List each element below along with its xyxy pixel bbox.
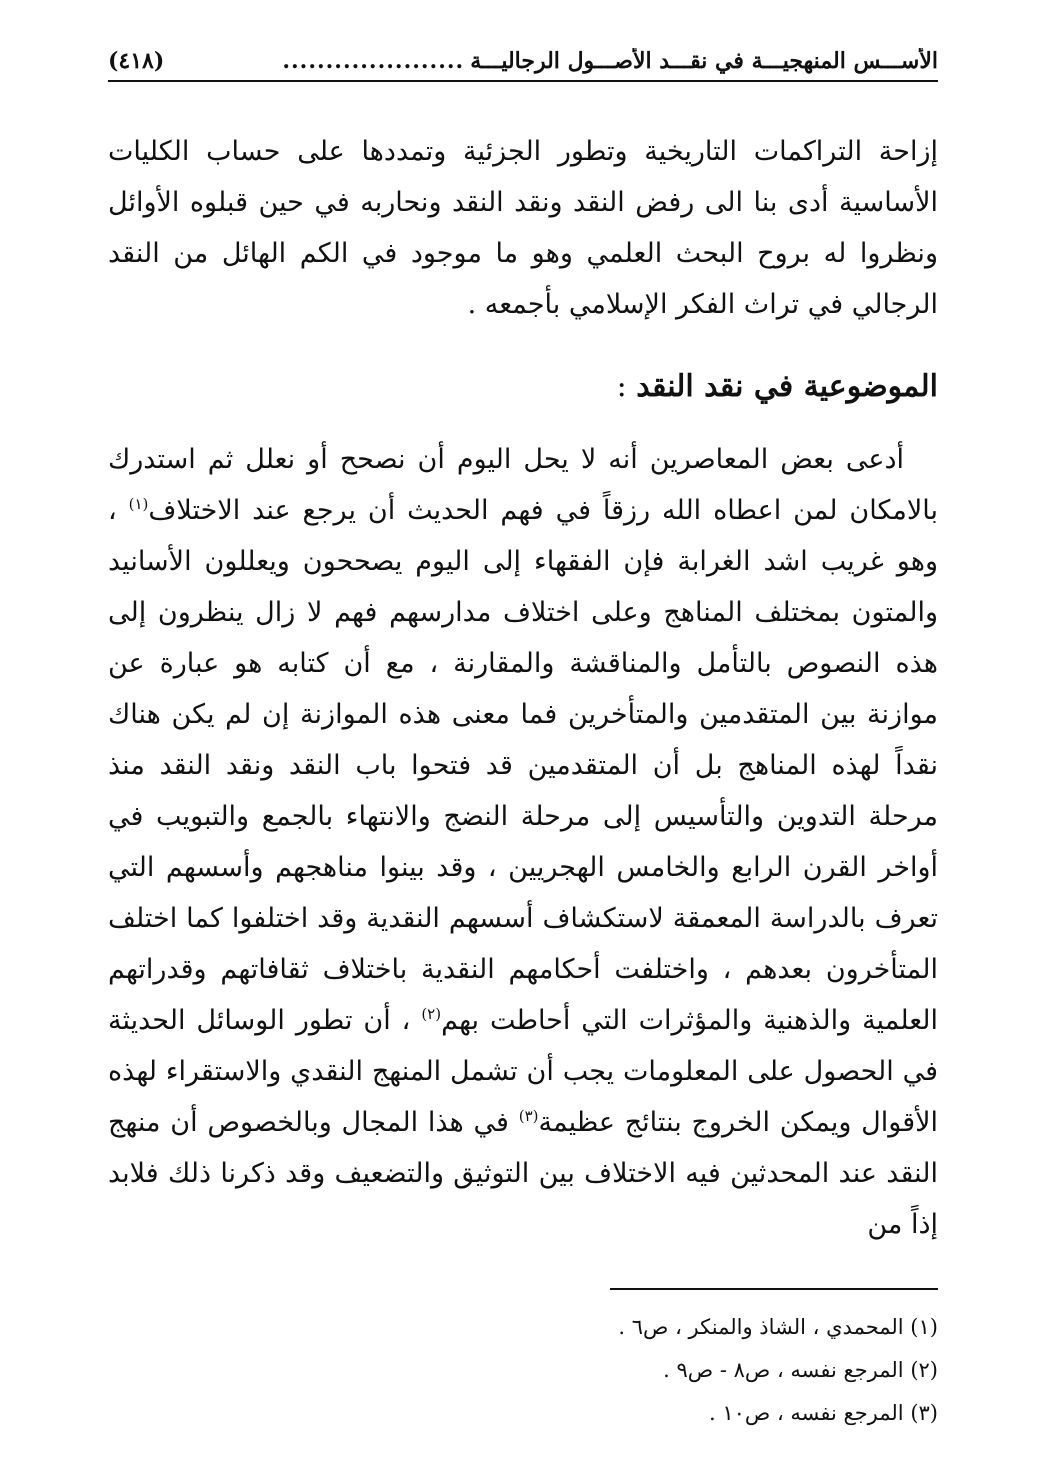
footnote-ref-1[interactable]: (١) [128,495,149,513]
paragraph-1: إزاحة التراكمات التاريخية وتطور الجزئية وتمددها على حساب الكليات الأساسية أدى بنا الى رفض النقد ونقد النقد ونحاربه في حين قبلوه الأوائل ونظروا له بروح البحث العلمي وهو ما موجود في الكم الهائل من النقد الرجالي في تراث الفكر الإسلامي بأجمعه . [108,136,938,320]
paragraph-2-part-4: في هذا المجال وبالخصوص أن منهج النقد عند المحدثين فيه الاختلاف بين التوثيق والتضعيف وقد ذكرنا ذلك فلابد إذاً من [108,1107,938,1240]
header-leader-dots: ..................... [282,48,465,74]
footnote-separator [610,1288,938,1290]
running-header [108,42,938,82]
paragraph-2-part-1: أدعى بعض المعاصرين أنه لا يحل اليوم أن نصحح أو نعلل ثم استدرك بالامكان لمن اعطاه الله رزقاً في فهم الحديث أن يرجع عند الاختلاف [108,444,938,526]
page-number: (٤١٨) [108,48,165,74]
footnote-ref-2[interactable]: (٢) [421,1005,442,1023]
paragraph-2-part-3: ، أن تطور الوسائل الحديثة في الحصول على المعلومات يجب أن تشمل المنهج النقدي والاستقراء لهذه الأقوال ويمكن الخروج بنتائج عظيمة [108,1005,939,1138]
footnote-ref-3[interactable]: (٣) [518,1107,539,1125]
footnote-2: (٢) المرجع نفسه ، ص٨ - ص٩ . [663,1358,938,1382]
section-heading [108,366,938,408]
book-title: الأســـس المنهجيـــة في نقـــد الأصـــول الرجاليـــة [470,48,938,74]
section-heading-colon: : [616,369,637,404]
section-heading-text: الموضوعية في نقد النقد [636,369,938,404]
footnotes [108,1306,938,1435]
paragraph-2 [108,434,938,1250]
footnote-1: (١) المحمدي ، الشاذ والمنكر ، ص٦ . [618,1315,938,1339]
footnote-3: (٣) المرجع نفسه ، ص١٠ . [708,1401,938,1425]
paragraph-2-part-2: ، وهو غريب اشد الغرابة فإن الفقهاء إلى اليوم يصححون ويعللون الأسانيد والمتون بمختلف المناهج وعلى اختلاف مدارسهم فهم لا زال ينظرون إلى هذه النصوص بالتأمل والمناقشة والمقارنة ، مع أن كتابه هو عبارة عن موازنة بين المتقدمين والمتأخرين فما معنى هذه الموازنة إن لم يكن هناك نقداً لهذه المناهج بل أن المتقدمين قد فتحوا باب النقد ونقد النقد منذ مرحلة التدوين والتأسيس إلى مرحلة النضج والانتهاء بالجمع والتبويب في أواخر القرن الرابع والخامس الهجريين ، وقد بينوا مناهجهم وأسسهم التي تعرف بالدراسة المعمقة لاستكشاف أسسهم النقدية وقد اختلفوا كما اختلف المتأخرون بعدهم ، واختلفت أحكامهم النقدية باختلاف ثقافاتهم وقدراتهم العلمية والذهنية والمؤثرات التي أحاطت بهم [108,495,939,1036]
